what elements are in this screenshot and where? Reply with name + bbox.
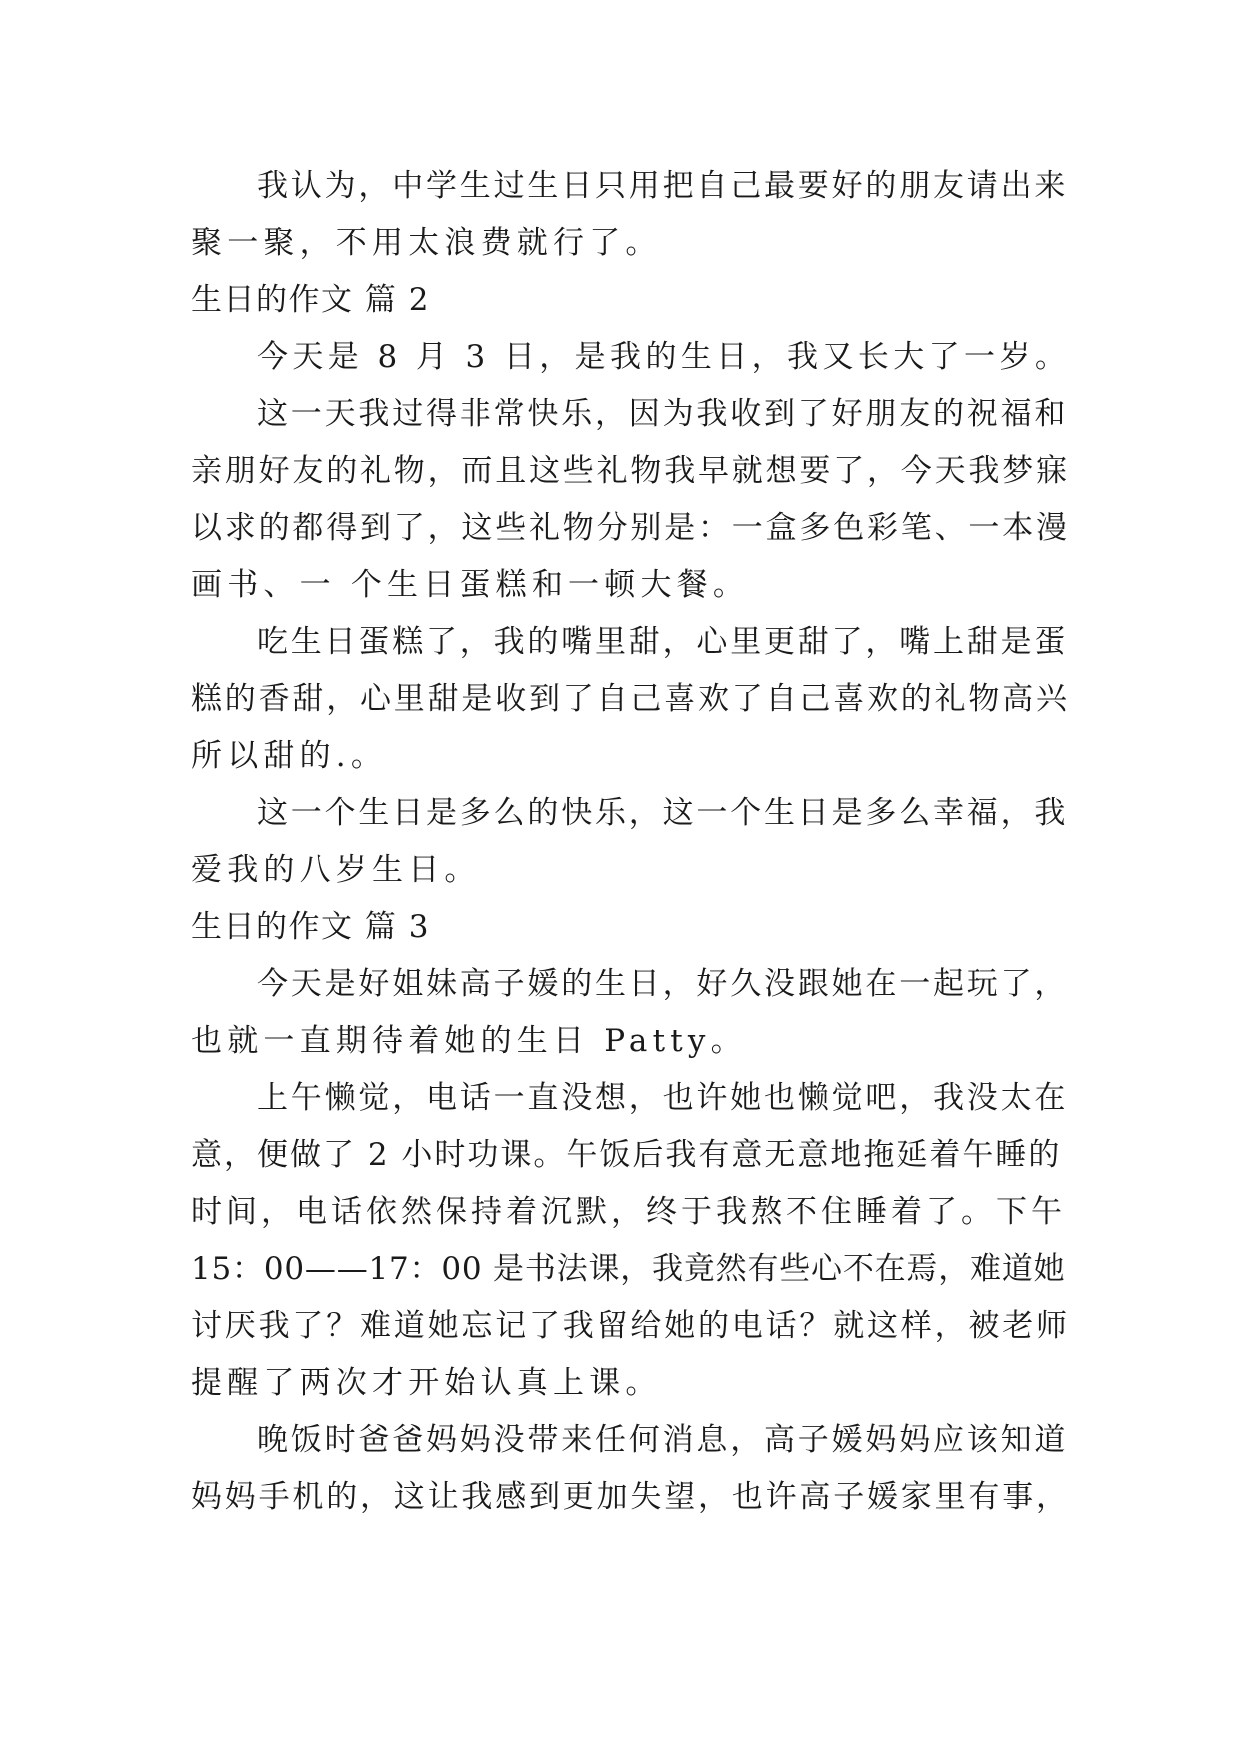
paragraph-line: 提醒了两次才开始认真上课。: [191, 1365, 662, 1401]
paragraph-line: 以求的都得到了，这些礼物分别是：一盒多色彩笔、一本漫: [191, 510, 1070, 546]
paragraph-line: 意，便做了 2 小时功课。午饭后我有意无意地拖延着午睡的: [191, 1137, 1062, 1173]
paragraph-line: 15：00——17：00 是书法课，我竟然有些心不在焉，难道她: [191, 1251, 1066, 1287]
paragraph-line: 吃生日蛋糕了，我的嘴里甜，心里更甜了，嘴上甜是蛋: [257, 624, 1069, 660]
paragraph-line: 所以甜的.。: [191, 738, 388, 774]
paragraph-line: 时间，电话依然保持着沉默，终于我熬不住睡着了。下午: [191, 1194, 1066, 1230]
paragraph-line: 亲朋好友的礼物，而且这些礼物我早就想要了，今天我梦寐: [191, 453, 1070, 489]
paragraph-line: 糕的香甜，心里甜是收到了自己喜欢了自己喜欢的礼物高兴: [191, 681, 1070, 717]
paragraph-line: 讨厌我了？难道她忘记了我留给她的电话？就这样，被老师: [191, 1308, 1070, 1344]
paragraph-line: 这一个生日是多么的快乐，这一个生日是多么幸福，我: [257, 795, 1069, 831]
paragraph-line: 妈妈手机的，这让我感到更加失望，也许高子媛家里有事，: [191, 1479, 1070, 1515]
paragraph-line: 今天是好姐妹高子媛的生日，好久没跟她在一起玩了，: [257, 966, 1069, 1002]
paragraph-line: 爱我的八岁生日。: [191, 852, 481, 888]
paragraph-line: 我认为，中学生过生日只用把自己最要好的朋友请出来: [257, 168, 1069, 204]
paragraph-line: 今天是 8 月 3 日，是我的生日，我又长大了一岁。: [257, 339, 1071, 375]
paragraph-line: 晚饭时爸爸妈妈没带来任何消息，高子媛妈妈应该知道: [257, 1422, 1069, 1458]
paragraph-line: 上午懒觉，电话一直没想，也许她也懒觉吧，我没太在: [257, 1080, 1069, 1116]
section-heading: 生日的作文 篇 3: [191, 909, 430, 945]
paragraph-line: 也就一直期待着她的生日 Patty。: [191, 1023, 747, 1059]
paragraph-line: 聚一聚，不用太浪费就行了。: [191, 225, 662, 261]
section-heading: 生日的作文 篇 2: [191, 282, 430, 318]
paragraph-line: 这一天我过得非常快乐，因为我收到了好朋友的祝福和: [257, 396, 1069, 432]
paragraph-line: 画书、一 个生日蛋糕和一顿大餐。: [191, 567, 750, 603]
